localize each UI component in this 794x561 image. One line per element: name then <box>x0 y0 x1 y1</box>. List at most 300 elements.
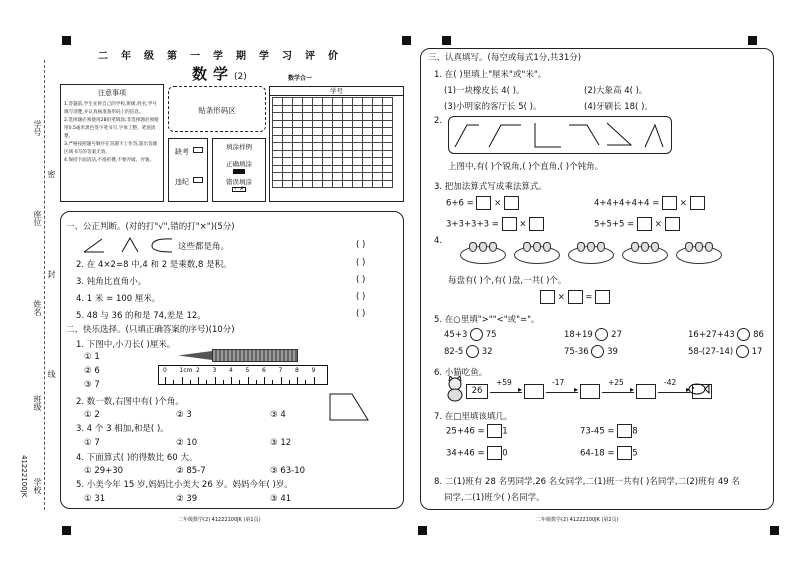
id-bubble[interactable] <box>383 128 393 136</box>
compare-left: 18+19 <box>564 330 596 340</box>
id-bubble[interactable] <box>353 105 363 113</box>
fill-q1-item4[interactable]: (4)牙刷长 18( )。 <box>584 102 653 112</box>
fill-box-item <box>580 424 638 438</box>
section2-title: 二、快乐选择。(只填正确答案的序号)(10分) <box>66 325 235 335</box>
id-bubble[interactable] <box>373 113 383 121</box>
mult-item-2: 4+4+4+4+4 = × <box>594 196 705 210</box>
id-bubble[interactable] <box>283 173 293 181</box>
compare-circle[interactable] <box>470 328 483 341</box>
id-bubble[interactable] <box>313 135 323 143</box>
id-bubble[interactable] <box>363 150 373 158</box>
id-bubble[interactable] <box>383 135 393 143</box>
strawberry-icon <box>651 242 659 252</box>
ruler-tick <box>281 377 282 384</box>
answer-box[interactable] <box>637 217 652 231</box>
knife-blade <box>178 351 212 360</box>
choice-q4-opt3[interactable]: ③ 63-10 <box>270 466 306 476</box>
id-bubble[interactable] <box>323 180 333 188</box>
discipline-label: 违纪 <box>175 178 189 186</box>
chain-answer-box[interactable] <box>524 384 544 399</box>
fill-box-digit: 5 <box>632 448 638 459</box>
id-bubble[interactable] <box>273 150 283 158</box>
id-bubble[interactable] <box>313 98 323 106</box>
edition-label: 数学合一 <box>288 75 313 82</box>
id-bubble[interactable] <box>353 150 363 158</box>
compare-right: 27 <box>608 330 622 340</box>
id-bubble[interactable] <box>283 150 293 158</box>
id-bubble[interactable] <box>323 165 333 173</box>
answer-box[interactable] <box>487 446 502 460</box>
id-bubble[interactable] <box>363 165 373 173</box>
choice-q2-opt3[interactable]: ③ 4 <box>270 410 286 420</box>
id-bubble[interactable] <box>333 150 343 158</box>
id-bubble[interactable] <box>373 98 383 106</box>
id-bubble[interactable] <box>333 98 343 106</box>
id-bubble[interactable] <box>333 173 343 181</box>
ruler-label: 5 <box>245 367 250 374</box>
compare-right: 17 <box>748 347 763 357</box>
strawberry-icon <box>597 242 605 252</box>
id-bubble[interactable] <box>383 158 393 166</box>
ruler-tick <box>289 380 290 384</box>
id-bubble[interactable] <box>383 120 393 128</box>
id-bubble[interactable] <box>353 173 363 181</box>
ruler-tick <box>206 380 207 384</box>
answer-box[interactable] <box>595 290 610 304</box>
id-bubble[interactable] <box>373 135 383 143</box>
id-bubble[interactable] <box>343 165 353 173</box>
id-bubble[interactable] <box>383 150 393 158</box>
fill-q6: 6. 小猫吃鱼。 <box>434 368 488 378</box>
id-bubble[interactable] <box>273 128 283 136</box>
id-bubble[interactable] <box>353 180 363 188</box>
id-bubble[interactable] <box>353 135 363 143</box>
choice-q5-opt3[interactable]: ③ 41 <box>270 494 292 504</box>
choice-q3-opt1[interactable]: ① 7 <box>84 438 100 448</box>
choice-q4-opt2[interactable]: ② 85-7 <box>176 466 206 476</box>
compare-item <box>564 345 618 358</box>
choice-q1-opt2[interactable]: ② 6 <box>84 366 100 376</box>
notice-line: 3.严格按照题号顺序在答题卡上作答,超出答题区域书写的答案无效。 <box>64 142 158 155</box>
judge-paren-1[interactable]: ( ) <box>356 240 366 250</box>
id-bubble[interactable] <box>303 128 313 136</box>
id-bubble[interactable] <box>273 105 283 113</box>
discipline-bubble[interactable] <box>193 177 203 183</box>
strawberry-icon <box>695 242 703 252</box>
fill-q4-text: 每盘有( )个,有( )盘,一共( )个。 <box>448 276 567 286</box>
id-bubble[interactable] <box>363 98 373 106</box>
compare-circle[interactable] <box>466 345 479 358</box>
id-bubble[interactable] <box>283 128 293 136</box>
id-bubble[interactable] <box>373 158 383 166</box>
id-bubble[interactable] <box>283 143 293 151</box>
compare-item <box>564 328 622 341</box>
id-bubble[interactable] <box>343 113 353 121</box>
ruler-tick <box>314 377 315 384</box>
id-bubble[interactable] <box>293 120 303 128</box>
id-bubble[interactable] <box>273 165 283 173</box>
knife-figure <box>178 349 298 363</box>
subject-name: 数学 <box>192 65 235 83</box>
id-bubble[interactable] <box>333 128 343 136</box>
answer-box[interactable] <box>617 446 632 460</box>
id-bubble[interactable] <box>303 150 313 158</box>
judge-item-3: 3. 钝角比直角小。 <box>76 277 147 287</box>
id-bubble[interactable] <box>313 105 323 113</box>
compare-item <box>688 328 764 341</box>
id-bubble[interactable] <box>273 120 283 128</box>
fill-box-digit: 8 <box>632 426 638 437</box>
id-bubble[interactable] <box>363 180 373 188</box>
id-bubble[interactable] <box>293 180 303 188</box>
side-label-seat: 座位 <box>33 210 42 226</box>
compare-right: 75 <box>483 330 497 340</box>
choice-q2-opt2[interactable]: ② 3 <box>176 410 192 420</box>
choice-q4-opt1[interactable]: ① 29+30 <box>84 466 124 476</box>
judge-item-1: 这些都是角。 <box>178 242 230 252</box>
registration-mark <box>442 36 451 45</box>
id-bubble[interactable] <box>373 173 383 181</box>
id-bubble[interactable] <box>293 128 303 136</box>
compare-circle[interactable] <box>736 345 749 358</box>
fill-q4-equation: × = <box>540 290 610 304</box>
judge-paren-5[interactable]: ( ) <box>356 309 366 319</box>
id-bubble[interactable] <box>373 180 383 188</box>
fill-wrong-label: 错误填涂 <box>226 178 252 186</box>
id-bubble[interactable] <box>303 120 313 128</box>
id-bubble[interactable] <box>313 165 323 173</box>
trapezoid-figure <box>328 392 370 422</box>
answer-box[interactable] <box>504 196 519 210</box>
id-bubble[interactable] <box>343 135 353 143</box>
absence-label: 缺考 <box>175 148 189 156</box>
id-bubble[interactable] <box>333 158 343 166</box>
id-bubble[interactable] <box>293 165 303 173</box>
id-bubble[interactable] <box>323 135 333 143</box>
id-bubble[interactable] <box>273 135 283 143</box>
student-id-bubbles[interactable] <box>272 97 393 188</box>
id-bubble[interactable] <box>303 113 313 121</box>
id-bubble[interactable] <box>363 135 373 143</box>
id-bubble[interactable] <box>363 128 373 136</box>
id-bubble[interactable] <box>353 143 363 151</box>
id-bubble[interactable] <box>383 98 393 106</box>
id-bubble[interactable] <box>313 128 323 136</box>
side-label-school: 学校 <box>33 478 42 494</box>
strawberry-icon <box>523 242 531 252</box>
fill-wrong-mark: ✓ ✗ <box>232 187 246 192</box>
ruler-label: 4 <box>229 367 233 374</box>
id-bubble[interactable] <box>363 113 373 121</box>
registration-mark <box>402 36 411 45</box>
id-bubble[interactable] <box>313 150 323 158</box>
fill-q2-text: 上图中,有( )个锐角,( )个直角,( )个钝角。 <box>448 162 604 172</box>
strawberry-icon <box>533 242 541 252</box>
choice-q5-opt1[interactable]: ① 31 <box>84 494 106 504</box>
id-bubble[interactable] <box>343 150 353 158</box>
compare-right: 86 <box>750 330 764 340</box>
id-bubble[interactable] <box>283 120 293 128</box>
id-bubble[interactable] <box>343 128 353 136</box>
id-bubble[interactable] <box>293 150 303 158</box>
fill-box-item <box>580 446 638 460</box>
angle-figure <box>569 125 599 145</box>
compare-circle[interactable] <box>591 345 604 358</box>
id-bubble[interactable] <box>273 158 283 166</box>
id-bubble[interactable] <box>323 150 333 158</box>
binding-line <box>44 60 45 510</box>
chain-arrowhead: ▸ <box>518 385 523 394</box>
answer-box[interactable] <box>476 196 491 210</box>
chain-op: +59 <box>496 378 512 387</box>
id-bubble[interactable] <box>363 120 373 128</box>
fill-box-expr: 73-45 = <box>580 426 618 437</box>
id-bubble[interactable] <box>353 128 363 136</box>
ruler-tick <box>305 380 306 384</box>
id-bubble[interactable] <box>373 105 383 113</box>
chain-answer-box[interactable] <box>580 384 600 399</box>
id-bubble[interactable] <box>353 158 363 166</box>
ruler-label: 1cm <box>179 367 193 374</box>
id-bubble[interactable] <box>273 98 283 106</box>
id-bubble[interactable] <box>353 120 363 128</box>
answer-box[interactable] <box>690 196 705 210</box>
answer-box[interactable] <box>662 196 677 210</box>
id-bubble[interactable] <box>303 143 313 151</box>
chain-arrowhead: ▸ <box>686 385 691 394</box>
mult-expr-3: 3+3+3+3 = <box>446 219 499 230</box>
id-bubble[interactable] <box>323 113 333 121</box>
choice-q3-opt2[interactable]: ② 10 <box>176 438 198 448</box>
id-bubble[interactable] <box>283 98 293 106</box>
id-bubble[interactable] <box>273 180 283 188</box>
choice-q2-opt1[interactable]: ① 2 <box>84 410 100 420</box>
fill-box-expr: 64-18 = <box>580 448 618 459</box>
angle-figures <box>449 117 671 153</box>
choice-q1-opt3[interactable]: ③ 7 <box>84 380 100 390</box>
id-bubble[interactable] <box>273 113 283 121</box>
id-bubble[interactable] <box>383 113 393 121</box>
id-bubble[interactable] <box>323 158 333 166</box>
id-bubble[interactable] <box>383 180 393 188</box>
id-bubble[interactable] <box>363 158 373 166</box>
angle-shapes-figure <box>82 236 176 254</box>
id-bubble[interactable] <box>303 173 313 181</box>
id-bubble[interactable] <box>293 158 303 166</box>
fill-q1-item1[interactable]: (1)一块橡皮长 4( )。 <box>444 86 525 96</box>
answer-box[interactable] <box>568 290 583 304</box>
id-bubble[interactable] <box>323 98 333 106</box>
fill-sample-box <box>212 138 266 202</box>
id-bubble[interactable] <box>333 135 343 143</box>
id-bubble[interactable] <box>373 128 383 136</box>
choice-q1: 1. 下图中,小刀长( )厘米。 <box>76 340 176 350</box>
curved-shape <box>152 239 172 252</box>
id-bubble[interactable] <box>293 173 303 181</box>
id-bubble[interactable] <box>303 135 313 143</box>
barcode-label: 贴条形码区 <box>198 106 236 115</box>
id-bubble[interactable] <box>273 143 283 151</box>
chain-arrowhead: ▸ <box>574 385 579 394</box>
side-label-id: 学号 <box>33 120 42 136</box>
fill-correct-mark <box>233 169 245 174</box>
id-bubble[interactable] <box>383 165 393 173</box>
judge-paren-2[interactable]: ( ) <box>356 258 366 268</box>
id-bubble[interactable] <box>333 120 343 128</box>
side-label-name: 姓名 <box>33 300 42 316</box>
fill-box-item <box>446 424 508 438</box>
notice-box <box>60 84 164 202</box>
id-bubble[interactable] <box>283 165 293 173</box>
id-bubble[interactable] <box>353 98 363 106</box>
id-bubble[interactable] <box>273 173 283 181</box>
strawberry-icon <box>641 242 649 252</box>
id-bubble[interactable] <box>353 113 363 121</box>
id-bubble[interactable] <box>383 143 393 151</box>
fill-correct-label: 正确填涂 <box>226 160 252 168</box>
strawberry-icon <box>577 242 585 252</box>
id-bubble[interactable] <box>323 173 333 181</box>
fill-q1-item3[interactable]: (3)小明家的客厅长 5( )。 <box>444 102 542 112</box>
judge-paren-3[interactable]: ( ) <box>356 275 366 285</box>
id-bubble[interactable] <box>313 180 323 188</box>
id-bubble[interactable] <box>303 165 313 173</box>
answer-box[interactable] <box>540 290 555 304</box>
id-bubble[interactable] <box>343 98 353 106</box>
id-bubble[interactable] <box>313 113 323 121</box>
compare-left: 82-5 <box>444 347 466 357</box>
id-bubble[interactable] <box>363 105 373 113</box>
id-bubble[interactable] <box>363 143 373 151</box>
absence-box <box>168 138 208 202</box>
answer-box[interactable] <box>529 217 544 231</box>
strawberry-icon <box>479 242 487 252</box>
judge-paren-4[interactable]: ( ) <box>356 292 366 302</box>
judge-item-4: 4. 1 米 = 100 厘米。 <box>76 294 161 304</box>
id-bubble[interactable] <box>343 120 353 128</box>
id-bubble[interactable] <box>283 105 293 113</box>
id-bubble[interactable] <box>343 143 353 151</box>
ruler-tick <box>231 377 232 384</box>
id-bubble[interactable] <box>283 135 293 143</box>
id-bubble[interactable] <box>323 143 333 151</box>
ruler-label: 9 <box>311 367 316 374</box>
id-bubble[interactable] <box>293 135 303 143</box>
id-bubble[interactable] <box>323 128 333 136</box>
id-bubble[interactable] <box>373 150 383 158</box>
answer-box[interactable] <box>665 217 680 231</box>
id-bubble[interactable] <box>313 158 323 166</box>
fill-q1-item2[interactable]: (2)大象高 4( )。 <box>584 86 648 96</box>
ruler-tick <box>198 377 199 384</box>
acute-angle-shape <box>84 239 104 252</box>
id-bubble[interactable] <box>333 180 343 188</box>
compare-circle[interactable] <box>595 328 608 341</box>
ruler-label: 6 <box>262 367 266 374</box>
id-bubble[interactable] <box>353 165 363 173</box>
fill-q8-line2: 同学,二(1)班少( )名同学。 <box>444 493 545 503</box>
id-bubble[interactable] <box>303 158 313 166</box>
id-bubble[interactable] <box>323 105 333 113</box>
ruler <box>158 365 328 385</box>
angle-figure <box>489 125 521 147</box>
id-bubble[interactable] <box>343 180 353 188</box>
ruler-tick <box>256 380 257 384</box>
choice-q3-opt3[interactable]: ③ 12 <box>270 438 292 448</box>
id-bubble[interactable] <box>313 173 323 181</box>
id-bubble[interactable] <box>293 143 303 151</box>
id-bubble[interactable] <box>293 113 303 121</box>
id-bubble[interactable] <box>373 143 383 151</box>
id-bubble[interactable] <box>313 143 323 151</box>
id-bubble[interactable] <box>383 105 393 113</box>
id-bubble[interactable] <box>373 120 383 128</box>
chain-answer-box[interactable] <box>636 384 656 399</box>
fill-q5: 5. 在○里填">""<"或"="。 <box>434 315 540 325</box>
ruler-tick <box>165 377 166 384</box>
judge-item-2: 2. 在 4×2=8 中,4 和 2 是乘数,8 是积。 <box>76 260 232 270</box>
id-bubble[interactable] <box>373 165 383 173</box>
fill-q1: 1. 在( )里填上"厘米"或"米"。 <box>434 70 547 80</box>
seal-line-mark: 密 <box>47 170 56 178</box>
chain-op: -17 <box>552 378 565 387</box>
id-bubble[interactable] <box>333 113 343 121</box>
id-bubble[interactable] <box>343 105 353 113</box>
ruler-label: 0 <box>163 367 167 374</box>
calc-chain <box>466 378 716 402</box>
absence-bubble[interactable] <box>193 147 203 153</box>
id-bubble[interactable] <box>303 180 313 188</box>
id-bubble[interactable] <box>363 173 373 181</box>
fill-box-expr: 25+46 = <box>446 426 488 437</box>
mult-item-1: 6+6 = × <box>446 196 519 210</box>
registration-mark <box>770 526 779 535</box>
id-bubble[interactable] <box>323 120 333 128</box>
ruler-tick <box>272 380 273 384</box>
chain-op: +25 <box>608 378 624 387</box>
ruler-tick <box>223 380 224 384</box>
id-bubble[interactable] <box>283 158 293 166</box>
id-bubble[interactable] <box>343 173 353 181</box>
answer-box[interactable] <box>617 424 632 438</box>
id-bubble[interactable] <box>303 98 313 106</box>
id-bubble[interactable] <box>343 158 353 166</box>
id-bubble[interactable] <box>333 143 343 151</box>
id-bubble[interactable] <box>283 180 293 188</box>
answer-box[interactable] <box>502 217 517 231</box>
fill-q2-number: 2. <box>434 116 443 126</box>
id-bubble[interactable] <box>293 105 303 113</box>
id-bubble[interactable] <box>293 98 303 106</box>
id-bubble[interactable] <box>383 173 393 181</box>
choice-q5-opt2[interactable]: ② 39 <box>176 494 198 504</box>
id-bubble[interactable] <box>283 113 293 121</box>
ruler-tick <box>297 377 298 384</box>
ruler-label: 2 <box>196 367 200 374</box>
id-bubble[interactable] <box>333 105 343 113</box>
compare-circle[interactable] <box>737 328 750 341</box>
registration-mark <box>62 526 71 535</box>
id-bubble[interactable] <box>333 165 343 173</box>
exam-title: 二年级第一学期学习评价 <box>98 51 351 62</box>
notice-lines <box>64 101 160 165</box>
strawberry-plates <box>440 236 700 266</box>
answer-box[interactable] <box>487 424 502 438</box>
id-bubble[interactable] <box>303 105 313 113</box>
choice-q1-opt1[interactable]: ① 1 <box>84 352 100 362</box>
side-label-code: 41222100JK <box>20 455 28 498</box>
id-bubble[interactable] <box>313 120 323 128</box>
